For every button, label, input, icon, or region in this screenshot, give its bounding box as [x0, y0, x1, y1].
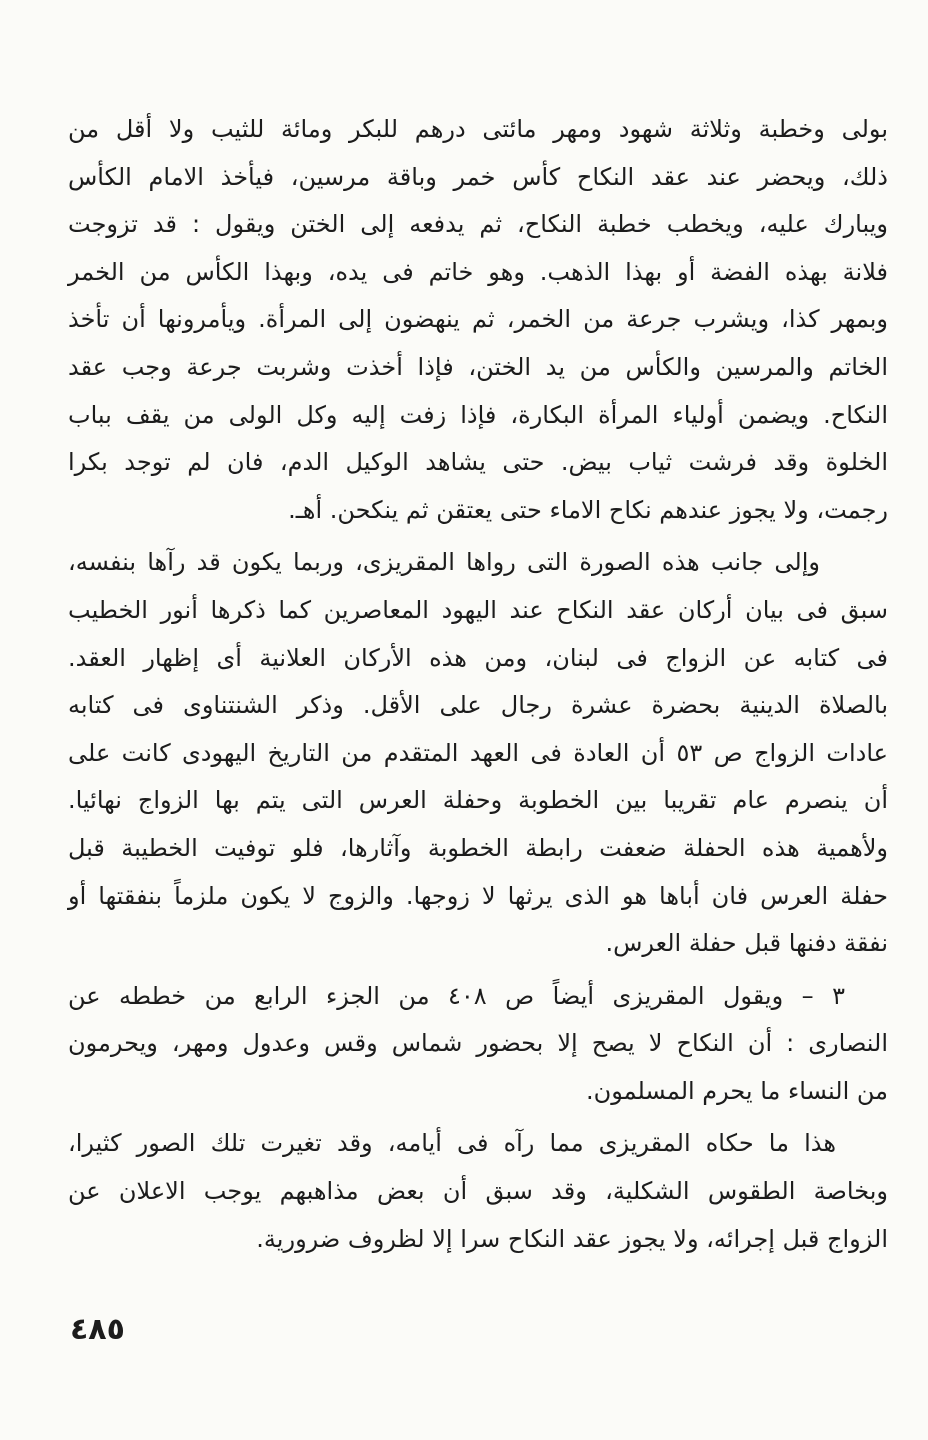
text-line: فى كتابه عن الزواج فى لبنان، ومن هذه الأركان العلانية أى إظهار العقد.: [68, 643, 888, 672]
text-line: وبخاصة الطقوس الشكلية، وقد سبق أن بعض مذاهبهم يوجب الاعلان عن: [68, 1177, 888, 1206]
text-line: بالصلاة الدينية بحضرة عشرة رجال على الأقل. وذكر الشنتناوى فى كتابه: [68, 691, 888, 720]
text-line: النكاح. ويضمن أولياء المرأة البكارة، فإذا زفت إليه وكل الولى من يقف بباب: [68, 400, 888, 429]
text-line: نفقة دفنها قبل حفلة العرس.: [605, 929, 888, 958]
page-number: ٤٨٥: [70, 1312, 125, 1347]
paragraph-4: [68, 1120, 888, 1263]
text-line: سبق فى بيان أركان عقد النكاح عند اليهود المعاصرين كما ذكرها أنور الخطيب: [68, 595, 888, 624]
text-line: وبمهر كذا، ويشرب جرعة من الخمر، ثم ينهضون إلى المرأة. ويأمرونها أن تأخذ: [68, 305, 888, 334]
text-line: الخلوة وقد فرشت ثياب بيض. حتى يشاهد الوكيل الدم، فان لم توجد بكرا: [68, 448, 888, 477]
text-line: من النساء ما يحرم المسلمون.: [585, 1076, 888, 1105]
text-line: ويبارك عليه، ويخطب خطبة النكاح، ثم يدفعه إلى الختن ويقول : قد تزوجت: [68, 210, 888, 239]
text-line: الخاتم والمرسين والكأس من يد الختن، فإذا أخذت وشربت جرعة وجب عقد: [68, 352, 888, 381]
text-line: الزواج قبل إجرائه، ولا يجوز عقد النكاح سرا إلا لظروف ضرورية.: [256, 1224, 888, 1253]
text-line: وإلى جانب هذه الصورة التى رواها المقريزى، وربما يكون قد رآها بنفسه،: [68, 548, 820, 577]
text-line: هذا ما حكاه المقريزى مما رآه فى أيامه، وقد تغيرت تلك الصور كثيرا،: [68, 1129, 836, 1158]
text-line: ذلك، ويحضر عند عقد النكاح كأس خمر وباقة مرسين، فيأخذ الامام الكأس: [68, 162, 888, 191]
text-line: النصارى : أن النكاح لا يصح إلا بحضور شماس وقس وعدول ومهر، ويحرمون: [68, 1029, 888, 1058]
text-line: بولى وخطبة وثلاثة شهود ومهر مائتى درهم للبكر ومائة للثيب ولا أقل من: [68, 115, 888, 143]
text-line: عادات الزواج ص ٥٣ أن العادة فى العهد المتقدم من التاريخ اليهودى كانت على: [68, 738, 889, 767]
paragraph-1: [68, 106, 888, 534]
text-line: ٣ – ويقول المقريزى أيضاً ص ٤٠٨ من الجزء الرابع من خططه عن: [68, 981, 845, 1010]
text-line: أن ينصرم عام تقريبا بين الخطوبة وحفلة العرس التى يتم بها الزواج نهائيا.: [68, 786, 888, 815]
text-line: رجمت، ولا يجوز عندهم نكاح الاماء حتى يعتقن ثم ينكحن. أهـ.: [288, 495, 888, 524]
body-text: [68, 106, 888, 1263]
text-line: فلانة بهذه الفضة أو بهذا الذهب. وهو خاتم فى يده، وبهذا الكأس من الخمر: [68, 257, 888, 286]
text-line: ولأهمية هذه الحفلة ضعفت رابطة الخطوبة وآثارها، فلو توفيت الخطيبة قبل: [68, 833, 888, 862]
paragraph-3: [68, 973, 888, 1116]
text-line: حفلة العرس فان أباها هو الذى يرثها لا زوجها. والزوج لا يكون ملزماً بنفقتها أو: [68, 881, 888, 910]
paragraph-2: [68, 539, 888, 967]
